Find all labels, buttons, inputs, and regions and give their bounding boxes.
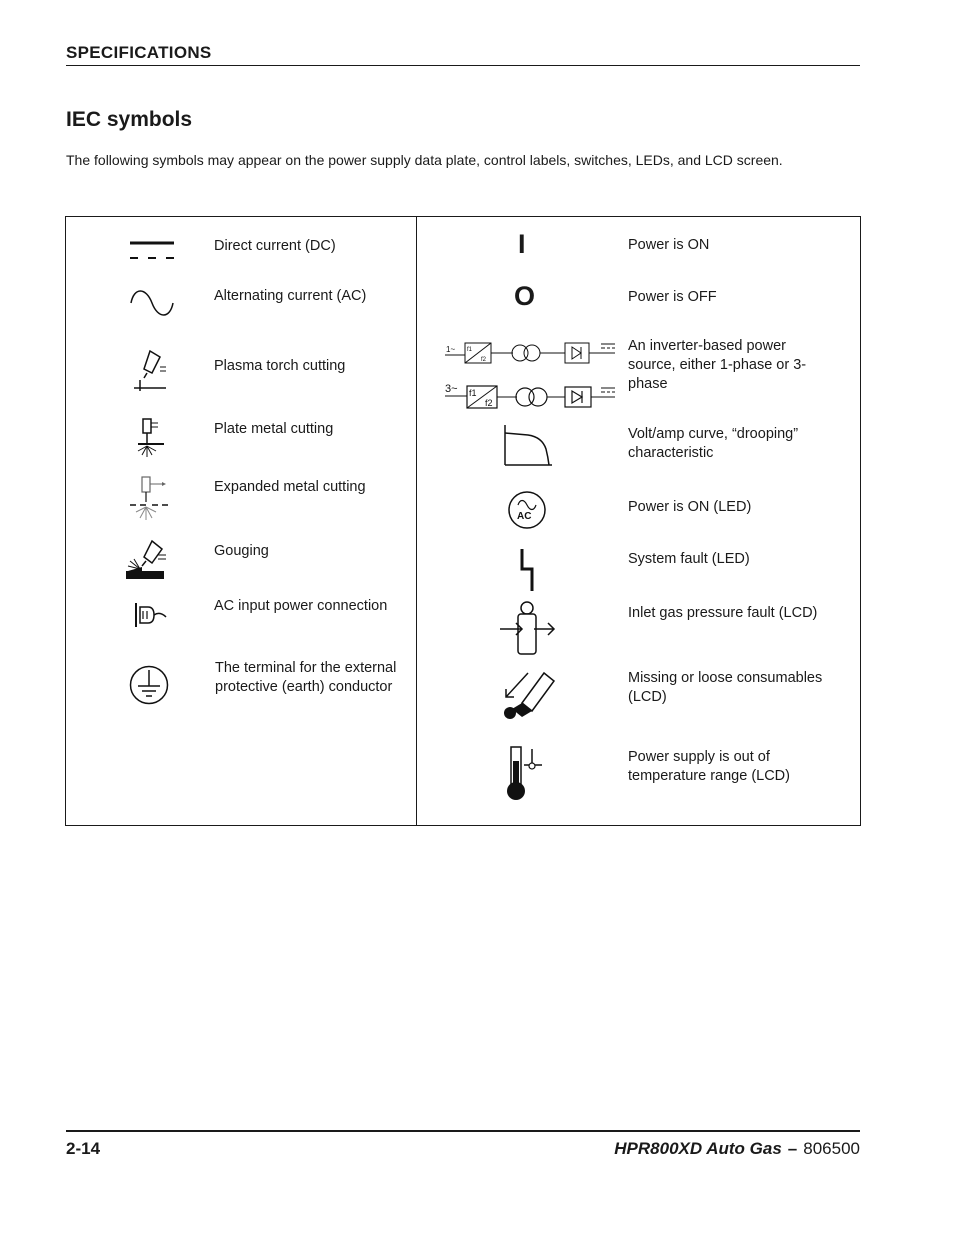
drooping-label: Volt/amp curve, “drooping” characteristic (628, 426, 799, 461)
gouging-icon (124, 539, 172, 583)
inverter-power-source-icon (443, 339, 619, 411)
power-off-label: Power is OFF (628, 289, 717, 305)
inverter-label: An inverter-based power source, either 1-phase or 3-phase (628, 338, 807, 392)
power-off-icon (514, 281, 535, 312)
plasma-torch-label: Plasma torch cutting (214, 358, 346, 374)
power-on-led-label: Power is ON (LED) (628, 499, 752, 515)
f2-text-bottom: f2 (485, 398, 493, 408)
gouging-label: Gouging (214, 543, 269, 559)
system-fault-icon (518, 547, 538, 593)
plate-metal-cutting-icon (134, 417, 174, 459)
expanded-metal-cutting-icon (128, 474, 174, 522)
power-on-glyph: I (518, 229, 526, 259)
inlet-gas-label: Inlet gas pressure fault (LCD) (628, 605, 818, 621)
protective-earth-icon (128, 664, 170, 706)
expanded-metal-label: Expanded metal cutting (214, 479, 366, 495)
document-id (614, 1139, 860, 1159)
footer-rule (66, 1130, 860, 1132)
three-phase-text: 3~ (445, 383, 458, 395)
power-on-icon (518, 229, 526, 260)
system-fault-label: System fault (LED) (628, 551, 750, 567)
inlet-gas-pressure-icon (498, 599, 558, 657)
f1-text-bottom: f1 (469, 388, 477, 398)
temperature-icon (504, 745, 550, 803)
page-number: 2-14 (66, 1139, 101, 1158)
footer-dash: – (787, 1139, 798, 1158)
ac-icon (128, 285, 176, 321)
page-title: IEC symbols (66, 108, 193, 131)
dc-label: Direct current (DC) (214, 238, 336, 254)
protective-earth-label: The terminal for the external protective (earth) conductor (215, 660, 397, 695)
doc-number: 806500 (803, 1139, 860, 1158)
power-off-glyph: O (514, 281, 536, 311)
section-header (66, 43, 860, 66)
led-ac-text: AC (517, 511, 532, 522)
f1-text-top: f1 (467, 347, 473, 353)
power-on-label: Power is ON (628, 237, 710, 253)
column-divider (416, 217, 417, 825)
ac-input-label: AC input power connection (214, 598, 388, 614)
power-on-led-icon (506, 489, 548, 531)
temperature-label: Power supply is out of temperature range (LCD) (628, 749, 790, 784)
one-phase-text: 1~ (446, 345, 456, 354)
section-title: SPECIFICATIONS (66, 43, 212, 62)
f2-text-top: f2 (481, 357, 487, 363)
missing-consumables-icon (500, 667, 556, 721)
plate-metal-label: Plate metal cutting (214, 421, 334, 437)
product-name: HPR800XD Auto Gas (614, 1139, 782, 1158)
missing-consumables-label: Missing or loose consumables (LCD) (628, 670, 823, 705)
symbols-table (65, 216, 861, 826)
plasma-torch-cutting-icon (130, 349, 174, 393)
dc-icon (128, 239, 176, 263)
drooping-curve-icon (502, 423, 556, 469)
intro-paragraph: The following symbols may appear on the power supply data plate, control labels, switches, LEDs, and LCD screen. (66, 152, 783, 168)
ac-input-power-icon (132, 599, 172, 631)
ac-label: Alternating current (AC) (214, 288, 367, 304)
